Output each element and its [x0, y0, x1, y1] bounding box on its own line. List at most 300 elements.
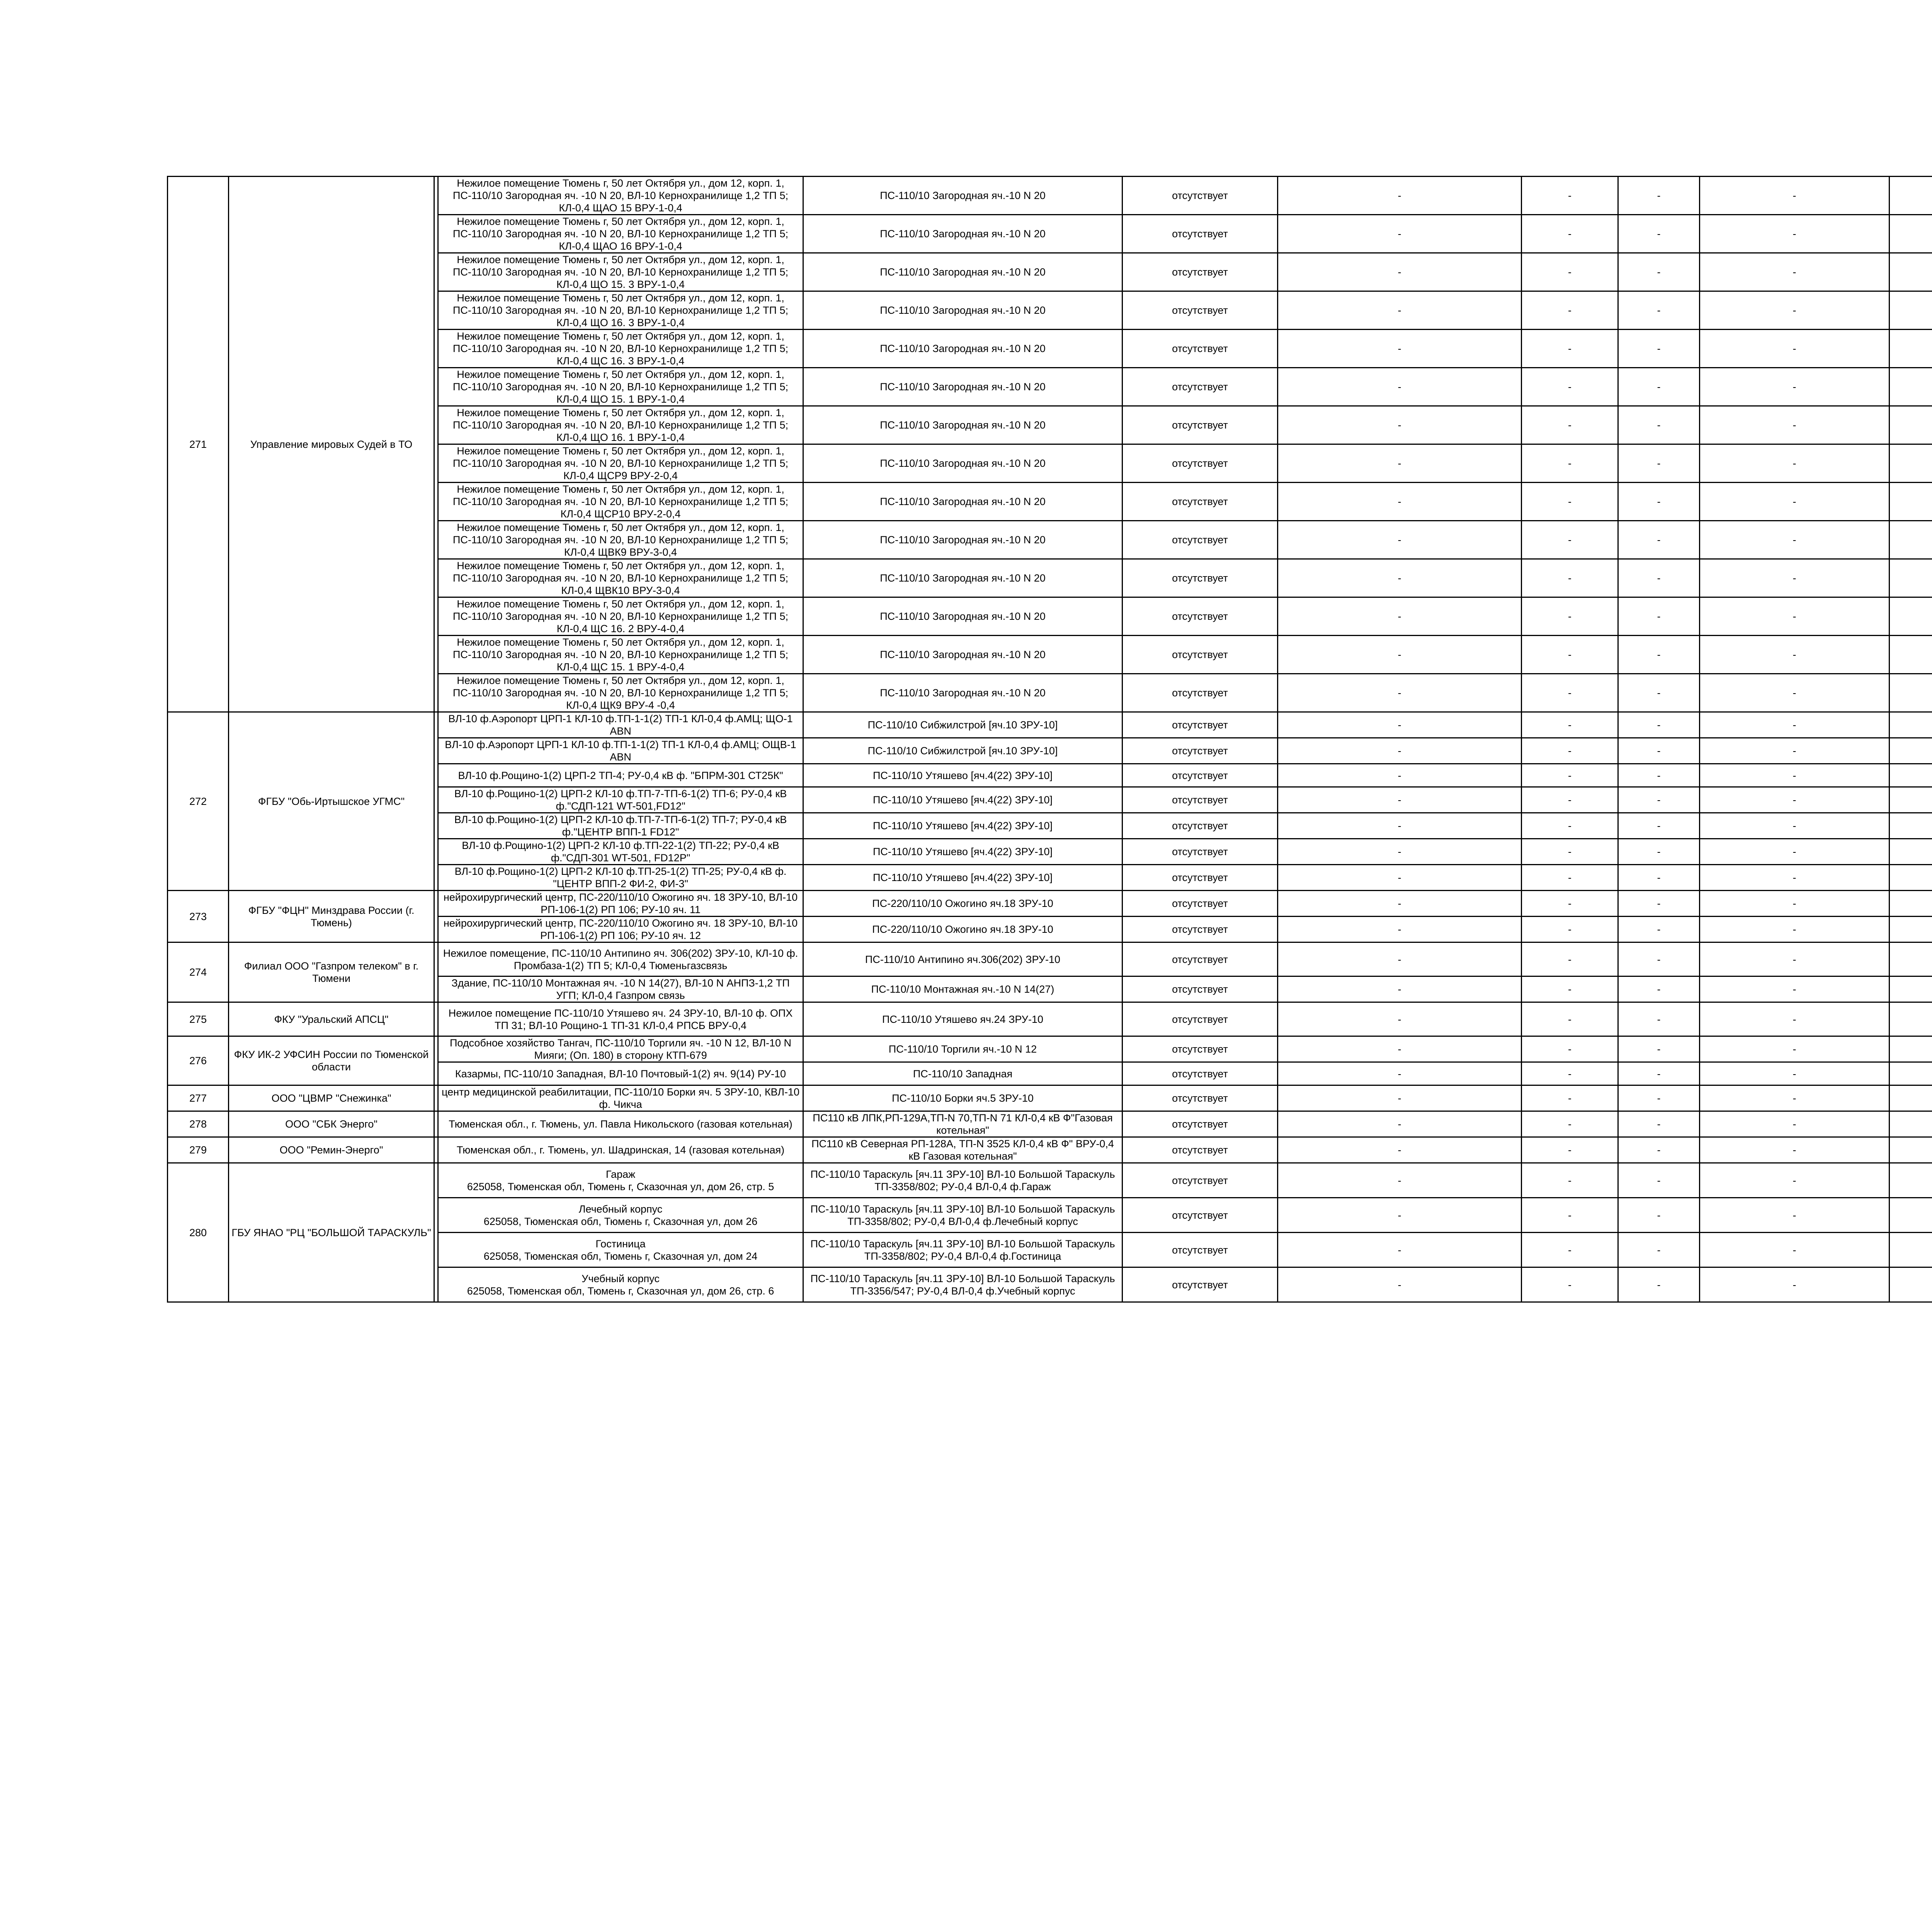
dash-cell: -: [1278, 674, 1522, 712]
dash-cell: [1889, 215, 1932, 253]
spacer-cell: [434, 942, 438, 1002]
dash-cell: -: [1618, 406, 1700, 444]
substation-cell: ПС-110/10 Загородная яч.-10 N 20: [803, 483, 1122, 521]
status-cell: отсутствует: [1122, 942, 1278, 976]
table-row: [168, 1137, 1932, 1163]
dash-cell: -: [1618, 1085, 1700, 1111]
dash-cell: -: [1700, 764, 1889, 787]
dash-cell: [1889, 368, 1932, 406]
status-cell: отсутствует: [1122, 787, 1278, 813]
object-description: Нежилое помещение, ПС-110/10 Антипино яч. 306(202) ЗРУ-10, КЛ-10 ф. Промбаза-1(2) ТП 5; КЛ-0,4 Тюменьгазсвязь: [438, 942, 803, 976]
dash-cell: -: [1278, 636, 1522, 674]
dash-cell: -: [1522, 942, 1618, 976]
dash-cell: -: [1522, 787, 1618, 813]
status-cell: отсутствует: [1122, 674, 1278, 712]
dash-cell: -: [1618, 291, 1700, 330]
substation-cell: ПС-110/10 Загородная яч.-10 N 20: [803, 559, 1122, 597]
table-row: [168, 1163, 1932, 1198]
dash-cell: -: [1522, 764, 1618, 787]
substation-cell: ПС-110/10 Утяшево [яч.4(22) ЗРУ-10]: [803, 839, 1122, 865]
dash-cell: -: [1278, 942, 1522, 976]
dash-cell: -: [1618, 597, 1700, 636]
substation-cell: ПС-110/10 Загородная яч.-10 N 20: [803, 406, 1122, 444]
dash-cell: -: [1618, 1036, 1700, 1062]
substation-cell: ПС-220/110/10 Ожогино яч.18 ЗРУ-10: [803, 891, 1122, 917]
dash-cell: [1889, 559, 1932, 597]
dash-cell: -: [1522, 1198, 1618, 1233]
substation-cell: ПС-110/10 Торгили яч.-10 N 12: [803, 1036, 1122, 1062]
object-description: нейрохирургический центр, ПС-220/110/10 Ожогино яч. 18 ЗРУ-10, ВЛ-10 РП-106-1(2) РП 106; РУ-10 яч. 12: [438, 917, 803, 942]
organization-name: ГБУ ЯНАО "РЦ "БОЛЬШОЙ ТАРАСКУЛЬ": [229, 1163, 434, 1302]
dash-cell: [1889, 917, 1932, 942]
substation-cell: ПС110 кВ Северная РП-128А, ТП-N 3525 КЛ-0,4 кВ Ф" ВРУ-0,4 кВ Газовая котельная": [803, 1137, 1122, 1163]
dash-cell: -: [1618, 368, 1700, 406]
dash-cell: -: [1700, 1137, 1889, 1163]
row-number: 277: [168, 1085, 229, 1111]
dash-cell: -: [1618, 253, 1700, 291]
dash-cell: -: [1618, 865, 1700, 891]
dash-cell: -: [1278, 891, 1522, 917]
row-number: 274: [168, 942, 229, 1002]
row-number: 280: [168, 1163, 229, 1302]
row-number: 272: [168, 712, 229, 891]
substation-cell: ПС-220/110/10 Ожогино яч.18 ЗРУ-10: [803, 917, 1122, 942]
dash-cell: -: [1618, 1163, 1700, 1198]
dash-cell: [1889, 1233, 1932, 1267]
dash-cell: -: [1522, 891, 1618, 917]
dash-cell: [1889, 1111, 1932, 1137]
dash-cell: -: [1522, 1267, 1618, 1302]
dash-cell: [1889, 764, 1932, 787]
dash-cell: -: [1700, 253, 1889, 291]
dash-cell: -: [1522, 674, 1618, 712]
substation-cell: ПС-110/10 Утяшево [яч.4(22) ЗРУ-10]: [803, 813, 1122, 839]
status-cell: отсутствует: [1122, 1233, 1278, 1267]
status-cell: отсутствует: [1122, 521, 1278, 559]
object-description: Лечебный корпус 625058, Тюменская обл, Тюмень г, Сказочная ул, дом 26: [438, 1198, 803, 1233]
substation-cell: ПС-110/10 Тараскуль [яч.11 ЗРУ-10] ВЛ-10 Большой Тараскуль ТП-3358/802; РУ-0,4 ВЛ-0,4 ф.Лечебный корпус: [803, 1198, 1122, 1233]
dash-cell: -: [1700, 1062, 1889, 1085]
object-description: ВЛ-10 ф.Аэропорт ЦРП-1 КЛ-10 ф.ТП-1-1(2) ТП-1 КЛ-0,4 ф.АМЦ; ОЩВ-1 АВN: [438, 738, 803, 764]
dash-cell: -: [1618, 917, 1700, 942]
dash-cell: -: [1618, 976, 1700, 1002]
dash-cell: -: [1278, 865, 1522, 891]
substation-cell: ПС-110/10 Загородная яч.-10 N 20: [803, 368, 1122, 406]
dash-cell: -: [1278, 177, 1522, 215]
organization-name: ФКУ ИК-2 УФСИН России по Тюменской области: [229, 1036, 434, 1085]
dash-cell: -: [1278, 521, 1522, 559]
status-cell: отсутствует: [1122, 597, 1278, 636]
object-description: Гараж 625058, Тюменская обл, Тюмень г, Сказочная ул, дом 26, стр. 5: [438, 1163, 803, 1198]
object-description: Нежилое помещение Тюмень г, 50 лет Октября ул., дом 12, корп. 1, ПС-110/10 Загородная яч. -10 N 20, ВЛ-10 Кернохранилище 1,2 ТП 5; КЛ-0,4 ЩВК9 ВРУ-3-0,4: [438, 521, 803, 559]
organization-name: ФКУ "Уральский АПСЦ": [229, 1002, 434, 1036]
object-description: Нежилое помещение Тюмень г, 50 лет Октября ул., дом 12, корп. 1, ПС-110/10 Загородная яч. -10 N 20, ВЛ-10 Кернохранилище 1,2 ТП 5; КЛ-0,4 ЩО 15. 3 ВРУ-1-0,4: [438, 253, 803, 291]
status-cell: отсутствует: [1122, 636, 1278, 674]
dash-cell: -: [1618, 330, 1700, 368]
object-description: ВЛ-10 ф.Аэропорт ЦРП-1 КЛ-10 ф.ТП-1-1(2) ТП-1 КЛ-0,4 ф.АМЦ; ЩО-1 АВN: [438, 712, 803, 738]
substation-cell: ПС-110/10 Загородная яч.-10 N 20: [803, 330, 1122, 368]
substation-cell: ПС-110/10 Тараскуль [яч.11 ЗРУ-10] ВЛ-10 Большой Тараскуль ТП-3356/547; РУ-0,4 ВЛ-0,4 ф.Учебный корпус: [803, 1267, 1122, 1302]
dash-cell: [1889, 891, 1932, 917]
dash-cell: [1889, 406, 1932, 444]
dash-cell: -: [1278, 813, 1522, 839]
dash-cell: -: [1700, 813, 1889, 839]
row-number: 273: [168, 891, 229, 942]
dash-cell: -: [1278, 1163, 1522, 1198]
consumers-table: [167, 176, 1932, 1303]
dash-cell: -: [1278, 444, 1522, 483]
substation-cell: ПС-110/10 Утяшево [яч.4(22) ЗРУ-10]: [803, 787, 1122, 813]
dash-cell: -: [1522, 521, 1618, 559]
organization-name: ООО "СБК Энерго": [229, 1111, 434, 1137]
status-cell: отсутствует: [1122, 738, 1278, 764]
row-number: 271: [168, 177, 229, 712]
substation-cell: ПС-110/10 Загородная яч.-10 N 20: [803, 597, 1122, 636]
dash-cell: -: [1618, 444, 1700, 483]
object-description: Нежилое помещение Тюмень г, 50 лет Октября ул., дом 12, корп. 1, ПС-110/10 Загородная яч. -10 N 20, ВЛ-10 Кернохранилище 1,2 ТП 5; КЛ-0,4 ЩС 16. 2 ВРУ-4-0,4: [438, 597, 803, 636]
table-row: [168, 1111, 1932, 1137]
substation-cell: ПС-110/10 Тараскуль [яч.11 ЗРУ-10] ВЛ-10 Большой Тараскуль ТП-3358/802; РУ-0,4 ВЛ-0,4 ф.Гостиница: [803, 1233, 1122, 1267]
substation-cell: ПС-110/10 Утяшево [яч.4(22) ЗРУ-10]: [803, 865, 1122, 891]
dash-cell: -: [1700, 330, 1889, 368]
dash-cell: -: [1278, 1062, 1522, 1085]
status-cell: отсутствует: [1122, 917, 1278, 942]
dash-cell: -: [1618, 1111, 1700, 1137]
dash-cell: -: [1278, 559, 1522, 597]
dash-cell: -: [1278, 764, 1522, 787]
substation-cell: ПС-110/10 Утяшево [яч.4(22) ЗРУ-10]: [803, 764, 1122, 787]
dash-cell: [1889, 1085, 1932, 1111]
dash-cell: -: [1700, 787, 1889, 813]
object-description: Здание, ПС-110/10 Монтажная яч. -10 N 14(27), ВЛ-10 N АНПЗ-1,2 ТП УГП; КЛ-0,4 Газпром связь: [438, 976, 803, 1002]
dash-cell: -: [1522, 253, 1618, 291]
status-cell: отсутствует: [1122, 1085, 1278, 1111]
object-description: Учебный корпус 625058, Тюменская обл, Тюмень г, Сказочная ул, дом 26, стр. 6: [438, 1267, 803, 1302]
dash-cell: -: [1522, 1002, 1618, 1036]
dash-cell: -: [1700, 865, 1889, 891]
dash-cell: -: [1618, 787, 1700, 813]
substation-cell: ПС-110/10 Загородная яч.-10 N 20: [803, 177, 1122, 215]
dash-cell: -: [1522, 865, 1618, 891]
dash-cell: -: [1522, 1085, 1618, 1111]
spacer-cell: [434, 177, 438, 712]
dash-cell: -: [1278, 597, 1522, 636]
substation-cell: ПС-110/10 Загородная яч.-10 N 20: [803, 636, 1122, 674]
status-cell: отсутствует: [1122, 865, 1278, 891]
object-description: Казармы, ПС-110/10 Западная, ВЛ-10 Почтовый-1(2) яч. 9(14) РУ-10: [438, 1062, 803, 1085]
dash-cell: -: [1278, 839, 1522, 865]
spacer-cell: [434, 1137, 438, 1163]
dash-cell: -: [1278, 368, 1522, 406]
dash-cell: -: [1700, 738, 1889, 764]
dash-cell: -: [1522, 1137, 1618, 1163]
dash-cell: -: [1278, 483, 1522, 521]
substation-cell: ПС-110/10 Сибжилстрой [яч.10 ЗРУ-10]: [803, 738, 1122, 764]
dash-cell: -: [1522, 215, 1618, 253]
dash-cell: -: [1618, 483, 1700, 521]
dash-cell: -: [1700, 1085, 1889, 1111]
dash-cell: -: [1618, 521, 1700, 559]
dash-cell: [1889, 521, 1932, 559]
object-description: Нежилое помещение Тюмень г, 50 лет Октября ул., дом 12, корп. 1, ПС-110/10 Загородная яч. -10 N 20, ВЛ-10 Кернохранилище 1,2 ТП 5; КЛ-0,4 ЩАО 15 ВРУ-1-0,4: [438, 177, 803, 215]
dash-cell: -: [1700, 1267, 1889, 1302]
status-cell: отсутствует: [1122, 215, 1278, 253]
dash-cell: -: [1700, 1111, 1889, 1137]
dash-cell: -: [1278, 712, 1522, 738]
substation-cell: ПС-110/10 Загородная яч.-10 N 20: [803, 253, 1122, 291]
dash-cell: -: [1618, 813, 1700, 839]
status-cell: отсутствует: [1122, 483, 1278, 521]
dash-cell: -: [1278, 1085, 1522, 1111]
dash-cell: -: [1278, 1137, 1522, 1163]
substation-cell: ПС110 кВ ЛПК,РП-129А,ТП-N 70,ТП-N 71 КЛ-0,4 кВ Ф"Газовая котельная": [803, 1111, 1122, 1137]
spacer-cell: [434, 1002, 438, 1036]
object-description: Нежилое помещение ПС-110/10 Утяшево яч. 24 ЗРУ-10, ВЛ-10 ф. ОПХ ТП 31; ВЛ-10 Рощино-1 ТП-31 КЛ-0,4 РПСБ ВРУ-0,4: [438, 1002, 803, 1036]
organization-name: Управление мировых Судей в ТО: [229, 177, 434, 712]
dash-cell: -: [1700, 1198, 1889, 1233]
dash-cell: [1889, 1036, 1932, 1062]
dash-cell: -: [1700, 368, 1889, 406]
dash-cell: [1889, 597, 1932, 636]
dash-cell: -: [1618, 1233, 1700, 1267]
dash-cell: [1889, 839, 1932, 865]
spacer-cell: [434, 1036, 438, 1085]
organization-name: Филиал ООО "Газпром телеком" в г. Тюмени: [229, 942, 434, 1002]
dash-cell: [1889, 674, 1932, 712]
dash-cell: [1889, 636, 1932, 674]
dash-cell: -: [1522, 738, 1618, 764]
object-description: Нежилое помещение Тюмень г, 50 лет Октября ул., дом 12, корп. 1, ПС-110/10 Загородная яч. -10 N 20, ВЛ-10 Кернохранилище 1,2 ТП 5; КЛ-0,4 ЩО 15. 1 ВРУ-1-0,4: [438, 368, 803, 406]
dash-cell: -: [1700, 1163, 1889, 1198]
table-row: [168, 1085, 1932, 1111]
object-description: ВЛ-10 ф.Рощино-1(2) ЦРП-2 ТП-4; РУ-0,4 кВ ф. "БПРМ-301 СТ25К": [438, 764, 803, 787]
dash-cell: -: [1700, 521, 1889, 559]
object-description: ВЛ-10 ф.Рощино-1(2) ЦРП-2 КЛ-10 ф.ТП-25-1(2) ТП-25; РУ-0,4 кВ ф. "ЦЕНТР ВПП-2 ФИ-2, ФИ-3": [438, 865, 803, 891]
dash-cell: -: [1618, 839, 1700, 865]
organization-name: ООО "ЦВМР "Снежинка": [229, 1085, 434, 1111]
object-description: Нежилое помещение Тюмень г, 50 лет Октября ул., дом 12, корп. 1, ПС-110/10 Загородная яч. -10 N 20, ВЛ-10 Кернохранилище 1,2 ТП 5; КЛ-0,4 ЩАО 16 ВРУ-1-0,4: [438, 215, 803, 253]
row-number: 275: [168, 1002, 229, 1036]
status-cell: отсутствует: [1122, 1036, 1278, 1062]
dash-cell: -: [1278, 976, 1522, 1002]
dash-cell: -: [1522, 1163, 1618, 1198]
dash-cell: -: [1618, 712, 1700, 738]
object-description: ВЛ-10 ф.Рощино-1(2) ЦРП-2 КЛ-10 ф.ТП-22-1(2) ТП-22; РУ-0,4 кВ ф."СДП-301 WT-501, FD12Р": [438, 839, 803, 865]
dash-cell: -: [1278, 330, 1522, 368]
dash-cell: -: [1618, 674, 1700, 712]
spacer-cell: [434, 1085, 438, 1111]
organization-name: ФГБУ "ФЦН" Минздрава России (г. Тюмень): [229, 891, 434, 942]
status-cell: отсутствует: [1122, 330, 1278, 368]
object-description: Нежилое помещение Тюмень г, 50 лет Октября ул., дом 12, корп. 1, ПС-110/10 Загородная яч. -10 N 20, ВЛ-10 Кернохранилище 1,2 ТП 5; КЛ-0,4 ЩВК10 ВРУ-3-0,4: [438, 559, 803, 597]
status-cell: отсутствует: [1122, 1062, 1278, 1085]
dash-cell: -: [1278, 1233, 1522, 1267]
dash-cell: -: [1700, 636, 1889, 674]
spacer-cell: [434, 891, 438, 942]
status-cell: отсутствует: [1122, 839, 1278, 865]
dash-cell: -: [1700, 839, 1889, 865]
dash-cell: -: [1700, 559, 1889, 597]
object-description: Подсобное хозяйство Тангач, ПС-110/10 Торгили яч. -10 N 12, ВЛ-10 N Мияги; (Оп. 180) в сторону КТП-679: [438, 1036, 803, 1062]
dash-cell: [1889, 253, 1932, 291]
object-description: нейрохирургический центр, ПС-220/110/10 Ожогино яч. 18 ЗРУ-10, ВЛ-10 РП-106-1(2) РП 106; РУ-10 яч. 11: [438, 891, 803, 917]
dash-cell: -: [1700, 177, 1889, 215]
dash-cell: -: [1700, 597, 1889, 636]
object-description: Нежилое помещение Тюмень г, 50 лет Октября ул., дом 12, корп. 1, ПС-110/10 Загородная яч. -10 N 20, ВЛ-10 Кернохранилище 1,2 ТП 5; КЛ-0,4 ЩК9 ВРУ-4 -0,4: [438, 674, 803, 712]
dash-cell: [1889, 1267, 1932, 1302]
dash-cell: [1889, 787, 1932, 813]
dash-cell: -: [1618, 738, 1700, 764]
dash-cell: [1889, 291, 1932, 330]
organization-name: ФГБУ "Обь-Иртышское УГМС": [229, 712, 434, 891]
dash-cell: -: [1522, 406, 1618, 444]
dash-cell: -: [1522, 917, 1618, 942]
dash-cell: [1889, 1163, 1932, 1198]
dash-cell: -: [1700, 1233, 1889, 1267]
dash-cell: -: [1700, 483, 1889, 521]
table-row: [168, 1002, 1932, 1036]
table-row: [168, 942, 1932, 976]
dash-cell: [1889, 738, 1932, 764]
dash-cell: -: [1618, 1198, 1700, 1233]
dash-cell: -: [1278, 1198, 1522, 1233]
dash-cell: -: [1522, 330, 1618, 368]
dash-cell: [1889, 1137, 1932, 1163]
substation-cell: ПС-110/10 Сибжилстрой [яч.10 ЗРУ-10]: [803, 712, 1122, 738]
substation-cell: ПС-110/10 Загородная яч.-10 N 20: [803, 521, 1122, 559]
dash-cell: -: [1618, 942, 1700, 976]
substation-cell: ПС-110/10 Утяшево яч.24 ЗРУ-10: [803, 1002, 1122, 1036]
object-description: Тюменская обл., г. Тюмень, ул. Павла Никольского (газовая котельная): [438, 1111, 803, 1137]
dash-cell: [1889, 813, 1932, 839]
substation-cell: ПС-110/10 Западная: [803, 1062, 1122, 1085]
status-cell: отсутствует: [1122, 291, 1278, 330]
dash-cell: -: [1278, 406, 1522, 444]
object-description: Нежилое помещение Тюмень г, 50 лет Октября ул., дом 12, корп. 1, ПС-110/10 Загородная яч. -10 N 20, ВЛ-10 Кернохранилище 1,2 ТП 5; КЛ-0,4 ЩС 15. 1 ВРУ-4-0,4: [438, 636, 803, 674]
dash-cell: -: [1522, 483, 1618, 521]
status-cell: отсутствует: [1122, 1111, 1278, 1137]
object-description: ВЛ-10 ф.Рощино-1(2) ЦРП-2 КЛ-10 ф.ТП-7-ТП-6-1(2) ТП-6; РУ-0,4 кВ ф."СДП-121 WT-501,FD12": [438, 787, 803, 813]
status-cell: отсутствует: [1122, 444, 1278, 483]
row-number: 278: [168, 1111, 229, 1137]
dash-cell: -: [1278, 291, 1522, 330]
dash-cell: -: [1278, 917, 1522, 942]
dash-cell: -: [1700, 917, 1889, 942]
dash-cell: -: [1522, 177, 1618, 215]
dash-cell: [1889, 483, 1932, 521]
status-cell: отсутствует: [1122, 406, 1278, 444]
dash-cell: -: [1618, 215, 1700, 253]
dash-cell: -: [1618, 1267, 1700, 1302]
row-number: 279: [168, 1137, 229, 1163]
status-cell: отсутствует: [1122, 1137, 1278, 1163]
dash-cell: -: [1278, 253, 1522, 291]
table-row: [168, 712, 1932, 738]
status-cell: отсутствует: [1122, 976, 1278, 1002]
object-description: Нежилое помещение Тюмень г, 50 лет Октября ул., дом 12, корп. 1, ПС-110/10 Загородная яч. -10 N 20, ВЛ-10 Кернохранилище 1,2 ТП 5; КЛ-0,4 ЩО 16. 1 ВРУ-1-0,4: [438, 406, 803, 444]
substation-cell: ПС-110/10 Загородная яч.-10 N 20: [803, 444, 1122, 483]
dash-cell: -: [1278, 787, 1522, 813]
object-description: Нежилое помещение Тюмень г, 50 лет Октября ул., дом 12, корп. 1, ПС-110/10 Загородная яч. -10 N 20, ВЛ-10 Кернохранилище 1,2 ТП 5; КЛ-0,4 ЩС 16. 3 ВРУ-1-0,4: [438, 330, 803, 368]
dash-cell: -: [1700, 1002, 1889, 1036]
substation-cell: ПС-110/10 Загородная яч.-10 N 20: [803, 674, 1122, 712]
object-description: Тюменская обл., г. Тюмень, ул. Шадринская, 14 (газовая котельная): [438, 1137, 803, 1163]
dash-cell: -: [1700, 712, 1889, 738]
dash-cell: -: [1522, 1062, 1618, 1085]
substation-cell: ПС-110/10 Монтажная яч.-10 N 14(27): [803, 976, 1122, 1002]
dash-cell: -: [1522, 1036, 1618, 1062]
dash-cell: -: [1700, 942, 1889, 976]
dash-cell: -: [1522, 976, 1618, 1002]
dash-cell: -: [1522, 291, 1618, 330]
dash-cell: [1889, 865, 1932, 891]
dash-cell: -: [1700, 976, 1889, 1002]
status-cell: отсутствует: [1122, 253, 1278, 291]
dash-cell: -: [1618, 1137, 1700, 1163]
object-description: Гостиница 625058, Тюменская обл, Тюмень г, Сказочная ул, дом 24: [438, 1233, 803, 1267]
dash-cell: -: [1278, 1267, 1522, 1302]
status-cell: отсутствует: [1122, 712, 1278, 738]
dash-cell: -: [1522, 597, 1618, 636]
status-cell: отсутствует: [1122, 1163, 1278, 1198]
dash-cell: [1889, 712, 1932, 738]
dash-cell: -: [1522, 1233, 1618, 1267]
table-row: [168, 891, 1932, 917]
substation-cell: ПС-110/10 Тараскуль [яч.11 ЗРУ-10] ВЛ-10 Большой Тараскуль ТП-3358/802; РУ-0,4 ВЛ-0,4 ф.Гараж: [803, 1163, 1122, 1198]
dash-cell: -: [1618, 636, 1700, 674]
status-cell: отсутствует: [1122, 368, 1278, 406]
table-row: [168, 177, 1932, 215]
dash-cell: -: [1522, 839, 1618, 865]
row-number: 276: [168, 1036, 229, 1085]
dash-cell: [1889, 942, 1932, 976]
dash-cell: -: [1700, 1036, 1889, 1062]
spacer-cell: [434, 712, 438, 891]
object-description: ВЛ-10 ф.Рощино-1(2) ЦРП-2 КЛ-10 ф.ТП-7-ТП-6-1(2) ТП-7; РУ-0,4 кВ ф."ЦЕНТР ВПП-1 FD12": [438, 813, 803, 839]
dash-cell: [1889, 177, 1932, 215]
dash-cell: -: [1618, 177, 1700, 215]
dash-cell: -: [1278, 215, 1522, 253]
status-cell: отсутствует: [1122, 1002, 1278, 1036]
status-cell: отсутствует: [1122, 177, 1278, 215]
dash-cell: -: [1618, 1002, 1700, 1036]
object-description: Нежилое помещение Тюмень г, 50 лет Октября ул., дом 12, корп. 1, ПС-110/10 Загородная яч. -10 N 20, ВЛ-10 Кернохранилище 1,2 ТП 5; КЛ-0,4 ЩСР9 ВРУ-2-0,4: [438, 444, 803, 483]
dash-cell: -: [1618, 891, 1700, 917]
dash-cell: -: [1700, 444, 1889, 483]
dash-cell: -: [1618, 1062, 1700, 1085]
organization-name: ООО "Ремин-Энерго": [229, 1137, 434, 1163]
dash-cell: [1889, 976, 1932, 1002]
substation-cell: ПС-110/10 Загородная яч.-10 N 20: [803, 291, 1122, 330]
dash-cell: -: [1522, 636, 1618, 674]
substation-cell: ПС-110/10 Антипино яч.306(202) ЗРУ-10: [803, 942, 1122, 976]
dash-cell: -: [1522, 712, 1618, 738]
dash-cell: -: [1618, 559, 1700, 597]
substation-cell: ПС-110/10 Загородная яч.-10 N 20: [803, 215, 1122, 253]
dash-cell: -: [1278, 1002, 1522, 1036]
spacer-cell: [434, 1163, 438, 1302]
dash-cell: [1889, 1062, 1932, 1085]
status-cell: отсутствует: [1122, 891, 1278, 917]
status-cell: отсутствует: [1122, 1267, 1278, 1302]
dash-cell: -: [1522, 813, 1618, 839]
dash-cell: -: [1522, 559, 1618, 597]
status-cell: отсутствует: [1122, 559, 1278, 597]
dash-cell: [1889, 1002, 1932, 1036]
dash-cell: -: [1278, 738, 1522, 764]
dash-cell: -: [1278, 1036, 1522, 1062]
dash-cell: [1889, 1198, 1932, 1233]
